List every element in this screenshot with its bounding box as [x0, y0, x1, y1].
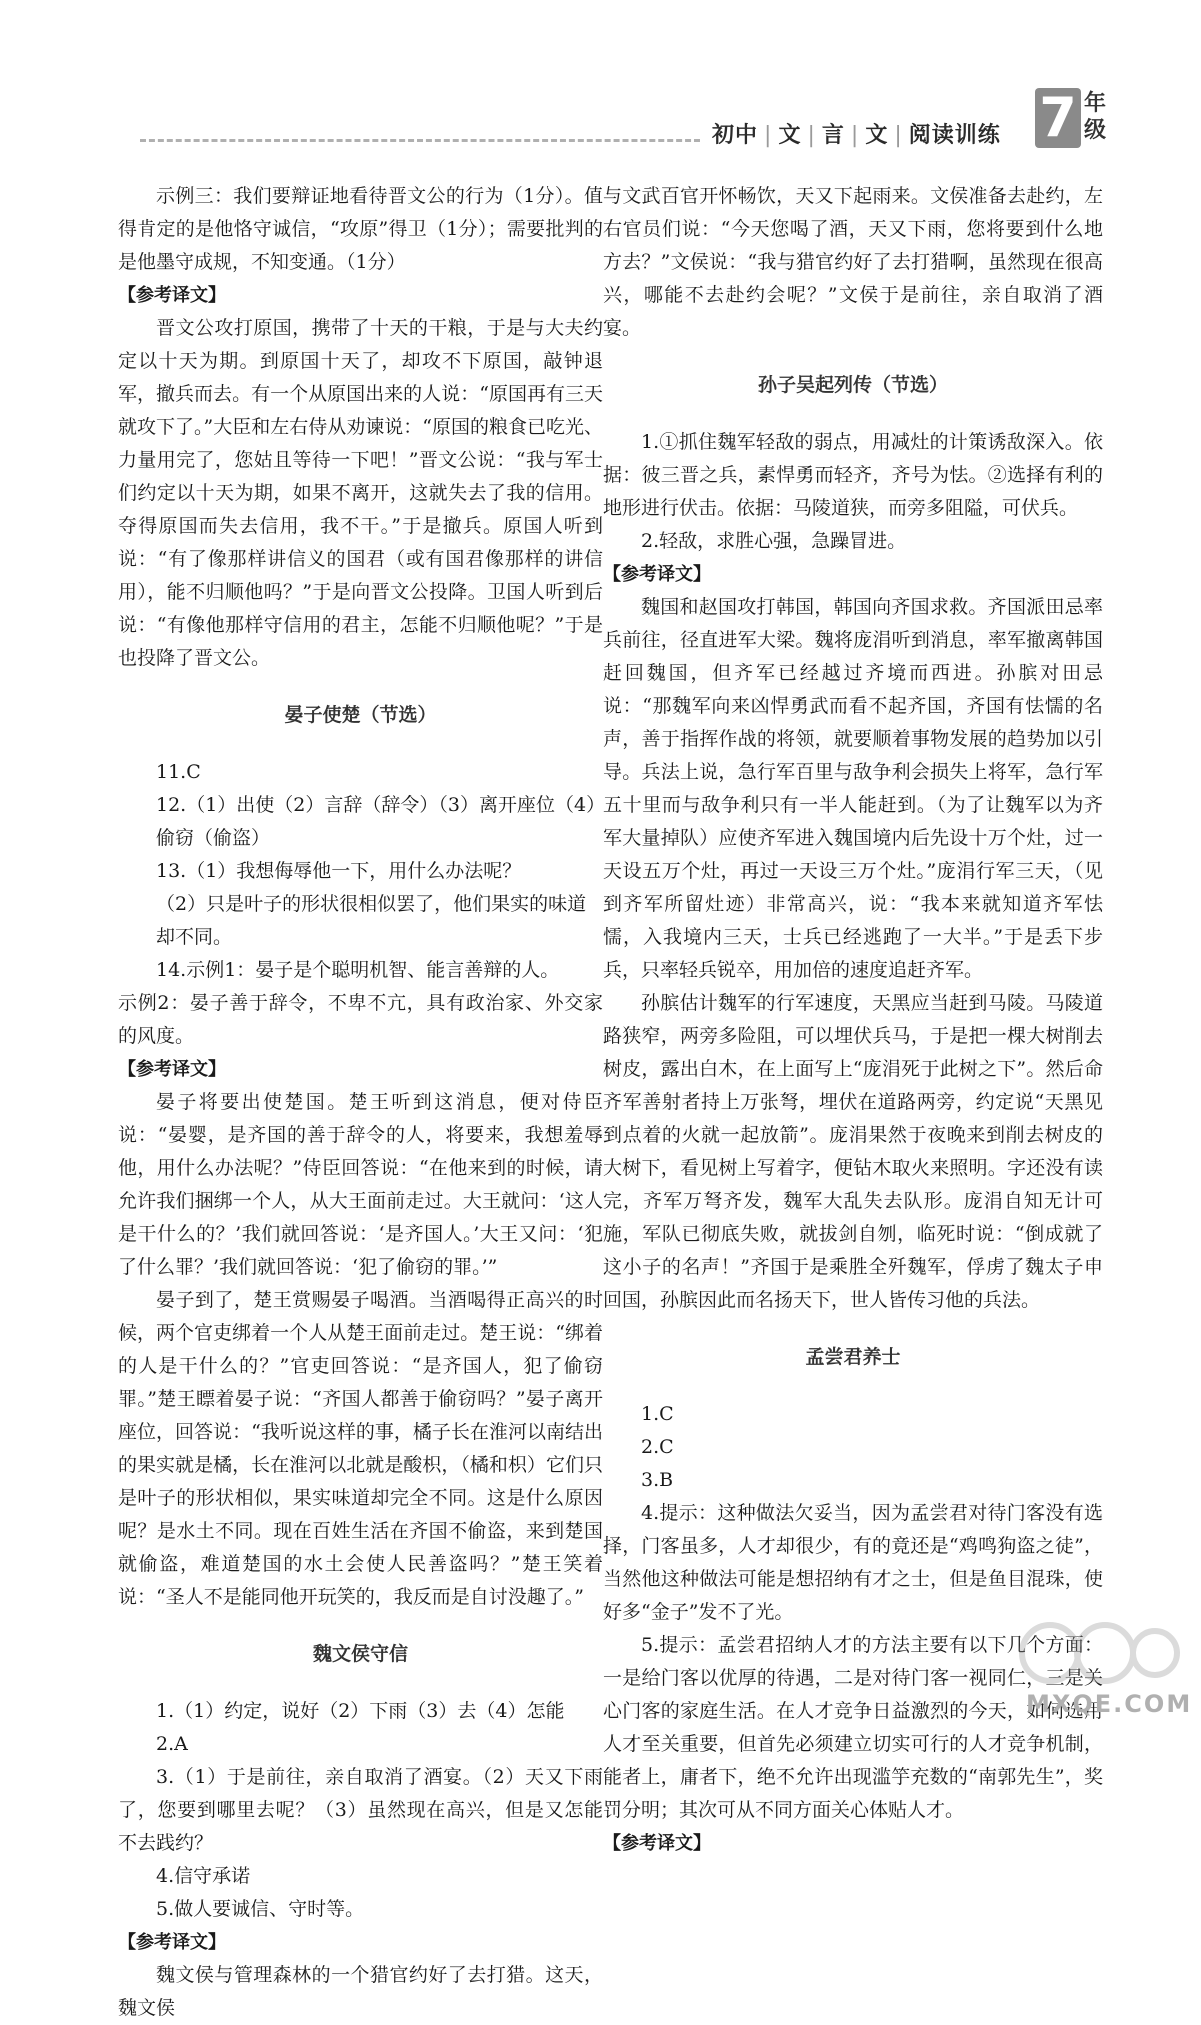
- answer-item: 13.（1）我想侮辱他一下，用什么办法呢？: [156, 860, 522, 882]
- answer-example-3: 示例三：我们要辩证地看待晋文公的行为（1分）。值得肯定的是他恪守诚信，“攻原”得卫（1分）；需要批判的是他墨守成规，不知变通。（1分）: [118, 185, 603, 273]
- answer-item: 11.C: [156, 761, 201, 783]
- answer-item: 4.信守承诺: [156, 1865, 251, 1887]
- answer-item: （2）只是叶子的形状很相似罢了，他们果实的味道却不同。: [156, 893, 587, 948]
- translation-paragraph: 孙膑估计魏军的行军速度，天黑应当赶到马陵。马陵道路狭窄，两旁多险阻，可以埋伏兵马，于是把一棵大树削去树皮，露出白木，在上面写上“庞涓死于此树之下”。然后命齐军善射者持上万张弩，埋伏在道路两旁，约定说“天黑见到点着的火就一起放箭”。庞涓果然于夜晚来到削去树皮的大树下，看见树上写着字，便钻木取火来照明。字还没有读完，齐军万弩齐发，魏军大乱失去队形。庞涓自知无计可施，军队已彻底失败，就拔剑自刎，临死时说：“倒成就了这小子的名声！”齐国于是乘胜全歼魏军，俘虏了魏太子申回国，孙膑因此而名扬天下，世人皆传习他的兵法。: [603, 992, 1103, 1311]
- answer-item: 14.示例1：晏子是个聪明机智、能言善辩的人。: [156, 959, 560, 981]
- grade-label: 年级: [1084, 91, 1107, 143]
- reference-translation-tag: 【参考译文】: [118, 1932, 226, 1953]
- answer-item: 5.提示：孟尝君招纳人才的方法主要有以下几个方面：一是给门客以优厚的待遇，二是对待门客一视同仁，三是关心门客的家庭生活。在人才竞争日益激烈的今天，如何选用人才至关重要，但首先必须建立切实可行的人才竞争机制，能者上，庸者下，绝不允许出现滥竽充数的“南郭先生”，奖罚分明；其次可从不同方面关心体贴人才。: [603, 1634, 1103, 1821]
- grade-number-badge: 7: [1035, 88, 1081, 148]
- translation-paragraph: 晋文公攻打原国，携带了十天的干粮，于是与大夫约定以十天为期。到原国十天了，却攻不下原国，敲钟退军，撤兵而去。有一个从原国出来的人说：“原国再有三天就攻下了。”大臣和左右侍从劝谏说：“原国的粮食已吃光、力量用完了，您姑且等待一下吧！”晋文公说：“我与军士们约定以十天为期，如果不离开，这就失去了我的信用。夺得原国而失去信用，我不干。”于是撤兵。原国人听到说：“有了像那样讲信义的国君（或有国君像那样的讲信用），能不归顺他吗？”于是向晋文公投降。卫国人听到后说：“有像他那样守信用的君主，怎能不归顺他呢？”于是也投降了晋文公。: [118, 317, 603, 669]
- answer-item: 示例2：晏子善于辞令，不卑不亢，具有政治家、外交家的风度。: [118, 992, 603, 1047]
- answer-item: 12.（1）出使（2）言辞（辞令）（3）离开座位（4）偷窃（偷盗）: [156, 794, 596, 849]
- series-part-1: 初中: [712, 123, 759, 148]
- translation-paragraph: 与文武百官开怀畅饮，天又下起雨来。文侯准备去赴约，左右官员们说：“今天您喝了酒，天又下雨，您将要到什么地方去？”文侯说：“我与猎官约好了去打猎啊，虽然现在很高兴，哪能不去赴约会呢？”文侯于是前往，亲自取消了酒宴。: [603, 185, 1103, 339]
- section-title: 孙子吴起列传（节选）: [757, 374, 948, 396]
- header-dashed-line: [140, 139, 700, 142]
- series-part-3: 言: [821, 123, 845, 148]
- answer-item: 3.B: [641, 1469, 674, 1491]
- watermark-text: MXQE.COM: [1026, 1690, 1193, 1718]
- answer-item: 1.C: [641, 1403, 674, 1425]
- left-column: [118, 180, 603, 2025]
- translation-paragraph: 魏国和赵国攻打韩国，韩国向齐国求救。齐国派田忌率兵前往，径直进军大梁。魏将庞涓听到消息，率军撤离韩国赶回魏国，但齐军已经越过齐境而西进。孙膑对田忌说：“那魏军向来凶悍勇武而看不起齐国，齐国有怯懦的名声，善于指挥作战的将领，就要顺着事物发展的趋势加以引导。兵法上说，急行军百里与敌争利会损失上将军，急行军五十里而与敌争利只有一半人能赶到。（为了让魏军以为齐军大量掉队）应使齐军进入魏国境内后先设十万个灶，过一天设五万个灶，再过一天设三万个灶。”庞涓行军三天，（见到齐军所留灶迹）非常高兴，说：“我本来就知道齐军怯懦，入我境内三天，士兵已经逃跑了一大半。”于是丢下步兵，只率轻兵锐卒，用加倍的速度追赶齐军。: [603, 596, 1103, 981]
- reference-translation-tag: 【参考译文】: [603, 564, 711, 585]
- section-title: 晏子使楚（节选）: [284, 704, 437, 726]
- reference-translation-tag: 【参考译文】: [603, 1833, 711, 1854]
- answer-item: 1.①抓住魏军轻敌的弱点，用减灶的计策诱敌深入。依据：彼三晋之兵，素悍勇而轻齐，齐号为怯。②选择有利的地形进行伏击。依据：马陵道狭，而旁多阻隘，可伏兵。: [603, 431, 1103, 519]
- series-part-4: 文: [865, 123, 889, 148]
- answer-item: 3.（1）于是前往，亲自取消了酒宴。（2）天又下雨了，您要到哪里去呢？（3）虽然现在高兴，但是又怎能不去践约？: [118, 1766, 603, 1854]
- series-part-5: 阅读训练: [908, 123, 1001, 148]
- series-part-2: 文: [778, 123, 802, 148]
- translation-paragraph: 晏子将要出使楚国。楚王听到这消息，便对侍臣说：“晏婴，是齐国的善于辞令的人，将要来，我想羞辱他，用什么办法呢？”侍臣回答说：“在他来到的时候，请允许我们捆绑一个人，从大王面前走过。大王就问：‘这人是干什么的？’我们就回答说：‘是齐国人。’大王又问：‘犯了什么罪？’我们就回答说：‘犯了偷窃的罪。’”: [118, 1091, 603, 1278]
- reference-translation-tag: 【参考译文】: [118, 285, 226, 306]
- translation-paragraph: 晏子到了，楚王赏赐晏子喝酒。当酒喝得正高兴的时候，两个官吏绑着一个人从楚王面前走过。楚王说：“绑着的人是干什么的？”官吏回答说：“是齐国人，犯了偷窃罪。”楚王瞟着晏子说：“齐国人都善于偷窃吗？”晏子离开座位，回答说：“我听说这样的事，橘子长在淮河以南结出的果实就是橘，长在淮河以北就是酸枳，（橘和枳）它们只是叶子的形状相似，果实味道却完全不同。这是什么原因呢？是水土不同。现在百姓生活在齐国不偷盗，来到楚国就偷盗，难道楚国的水土会使人民善盗吗？”楚王笑着说：“圣人不是能同他开玩笑的，我反而是自讨没趣了。”: [118, 1289, 603, 1608]
- answer-item: 4.提示：这种做法欠妥当，因为孟尝君对待门客没有选择，门客虽多，人才却很少，有的竟还是“鸡鸣狗盗之徒”，当然他这种做法可能是想招纳有才之士，但是鱼目混珠，使好多“金子”发不了光。: [603, 1502, 1103, 1623]
- answer-item: 2.轻敌，求胜心强，急躁冒进。: [641, 530, 907, 552]
- section-title: 孟尝君养士: [805, 1346, 901, 1368]
- answer-item: 1.（1）约定，说好（2）下雨（3）去（4）怎能: [156, 1700, 565, 1722]
- series-title: 初中 | 文 | 言 | 文 | 阅读训练: [712, 123, 1001, 148]
- translation-paragraph: 魏文侯与管理森林的一个猎官约好了去打猎。这天，魏文侯: [118, 1964, 603, 2019]
- answer-item: 2.C: [641, 1436, 674, 1458]
- answer-item: 2.A: [156, 1733, 188, 1755]
- answer-item: 5.做人要诚信、守时等。: [156, 1898, 365, 1920]
- page-header: [0, 0, 1201, 160]
- section-title: 魏文侯守信: [312, 1643, 408, 1665]
- reference-translation-tag: 【参考译文】: [118, 1059, 226, 1080]
